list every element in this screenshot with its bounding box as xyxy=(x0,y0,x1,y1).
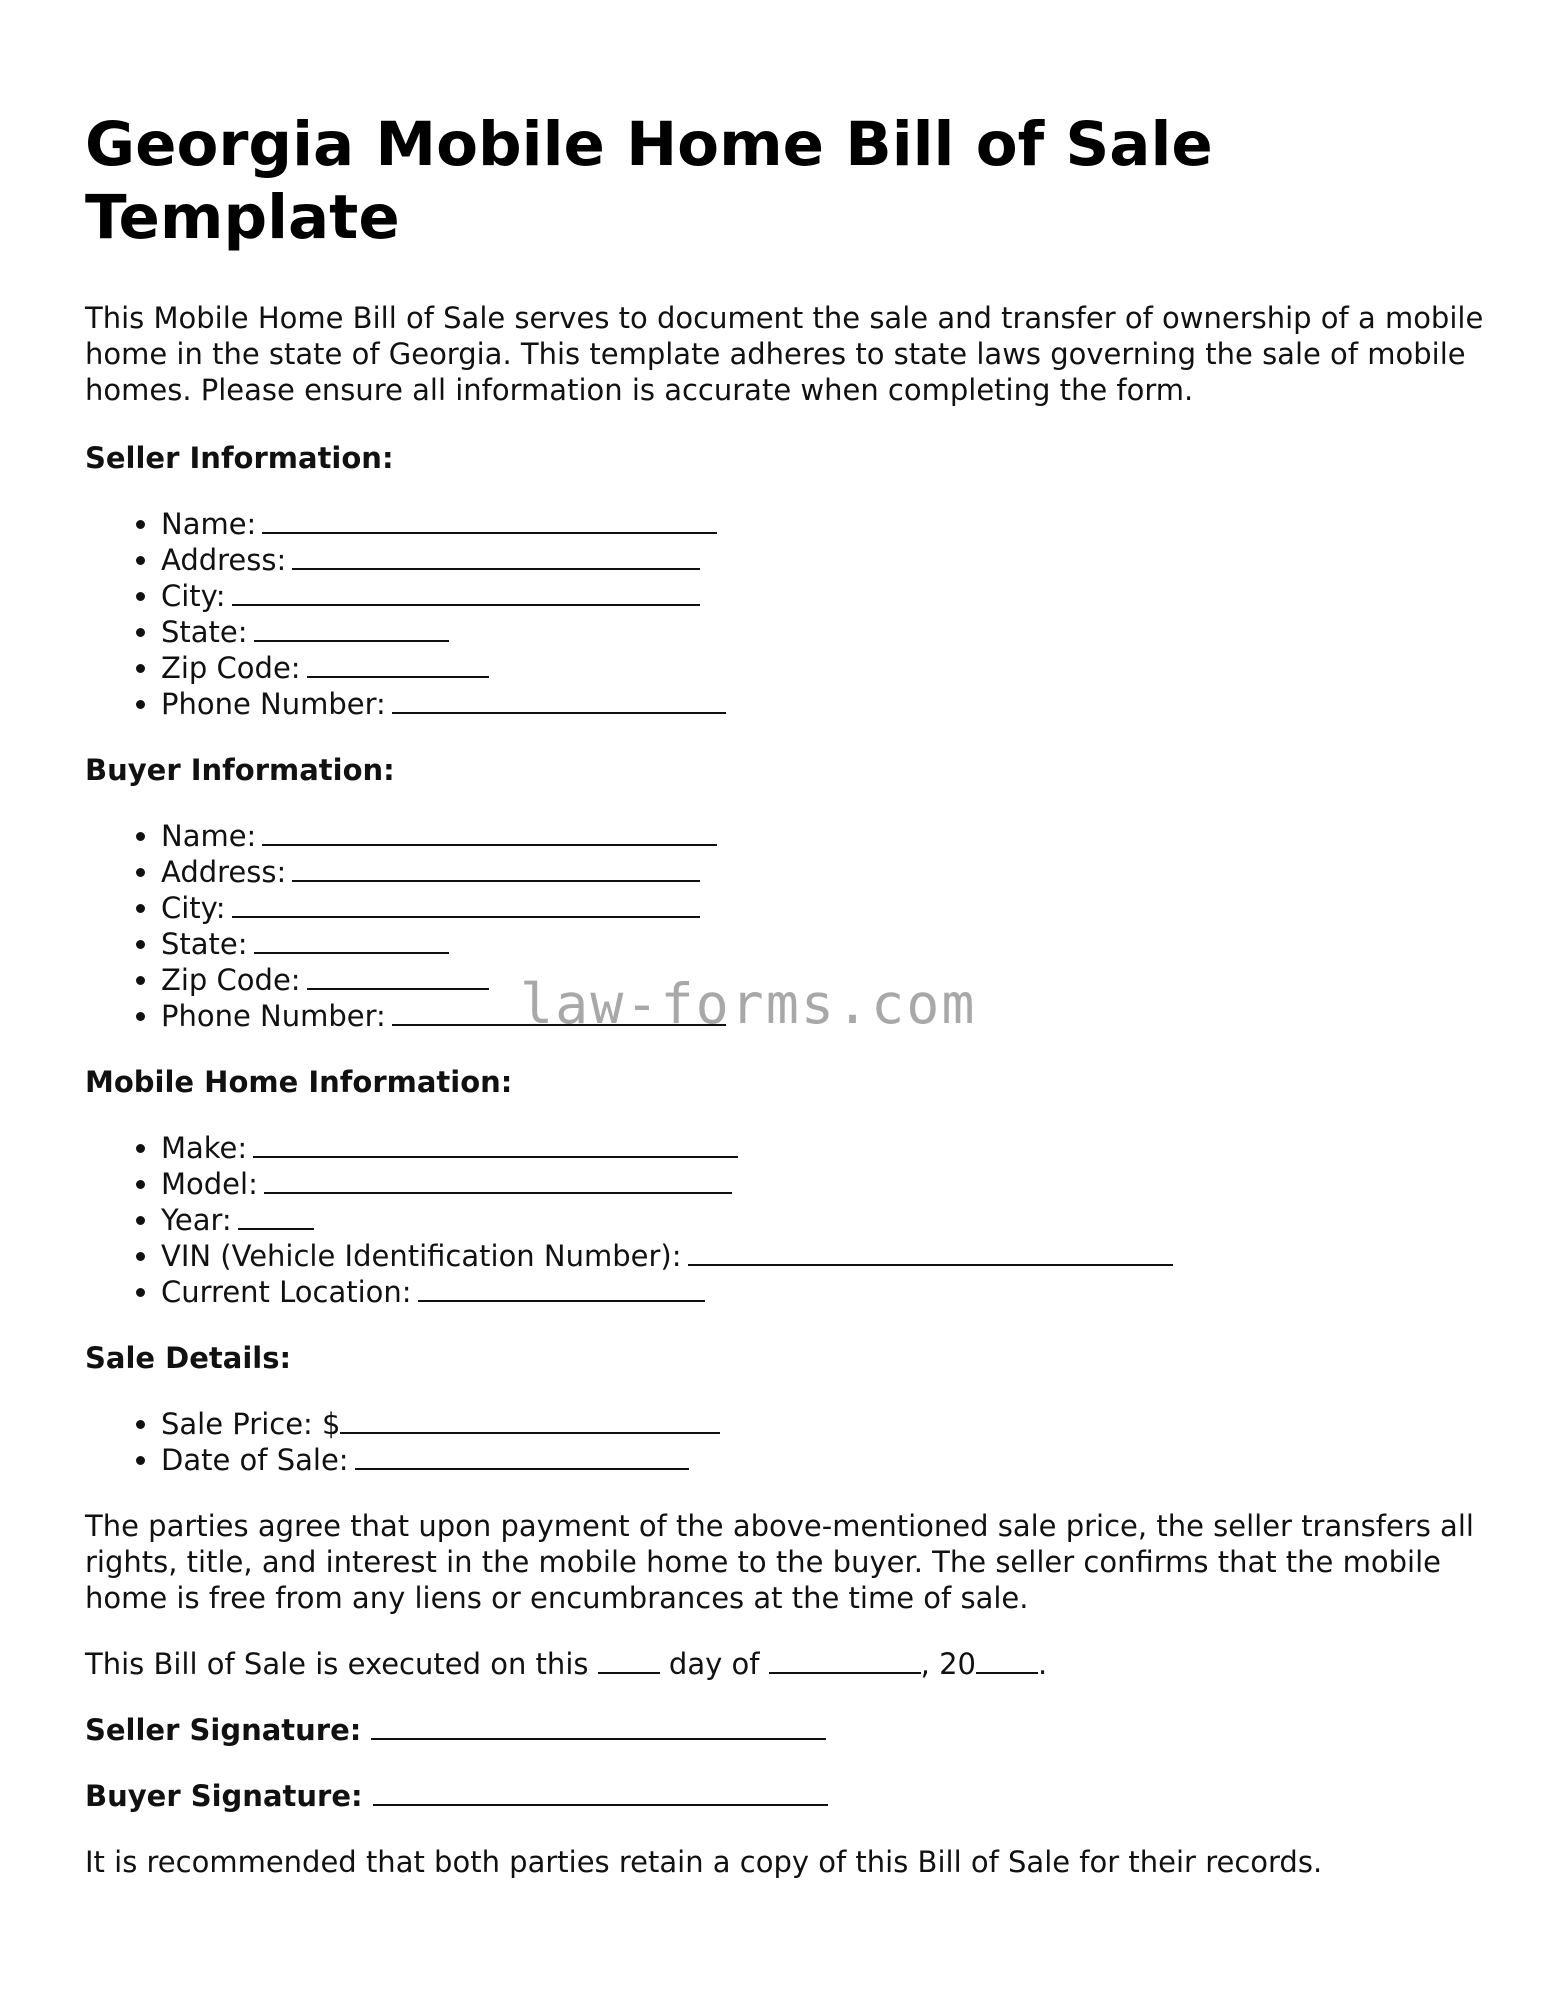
field-label: Date of Sale: xyxy=(161,1443,349,1477)
seller-address-blank[interactable] xyxy=(292,542,700,570)
intro-paragraph: This Mobile Home Bill of Sale serves to document the sale and transfer of ownership of a mobile home in the state of Georgia. This template adheres to state laws governing the sale of mobile homes. Please ensure all information is accurate when completing the form. xyxy=(85,301,1484,407)
field-label: State: xyxy=(161,927,248,961)
current-location-item xyxy=(161,1274,1485,1310)
field-label: City: xyxy=(161,579,226,613)
field-label: State: xyxy=(161,615,248,649)
document-title: Georgia Mobile Home Bill of Sale Template xyxy=(85,109,1213,253)
field-label: City: xyxy=(161,891,226,925)
executed-day-blank[interactable] xyxy=(598,1646,660,1674)
mobile-home-section-heading: Mobile Home Information: xyxy=(85,1065,513,1099)
buyer-signature-line xyxy=(85,1778,1485,1814)
seller-signature-line xyxy=(85,1712,1485,1748)
field-label: Name: xyxy=(161,507,257,541)
field-label: Make: xyxy=(161,1131,248,1165)
footer-note: It is recommended that both parties retain a copy of this Bill of Sale for their records. xyxy=(85,1845,1323,1879)
executed-text-4: . xyxy=(1038,1647,1048,1681)
buyer-name-blank[interactable] xyxy=(262,818,717,846)
closing-paragraph: The parties agree that upon payment of the above-mentioned sale price, the seller transfers all rights, title, and interest in the mobile home to the buyer. The seller confirms that the mobile home is free from any liens or encumbrances at the time of sale. xyxy=(85,1509,1474,1615)
field-label: Zip Code: xyxy=(161,651,301,685)
watermark: law-forms.com xyxy=(520,972,977,1036)
field-label: Phone Number: xyxy=(161,687,386,721)
field-label: Phone Number: xyxy=(161,999,386,1033)
buyer-city-item xyxy=(161,890,1485,926)
field-label: Address: xyxy=(161,855,287,889)
sale-price-blank[interactable] xyxy=(340,1406,720,1434)
buyer-signature-label: Buyer Signature: xyxy=(85,1779,363,1813)
seller-name-blank[interactable] xyxy=(262,506,717,534)
date-of-sale-item xyxy=(161,1442,1485,1478)
make-item xyxy=(161,1130,1485,1166)
buyer-name-item xyxy=(161,818,1485,854)
executed-month-blank[interactable] xyxy=(769,1646,921,1674)
seller-name-item xyxy=(161,506,1485,542)
buyer-state-item xyxy=(161,926,1485,962)
seller-zip-blank[interactable] xyxy=(307,650,489,678)
field-label: Name: xyxy=(161,819,257,853)
executed-year-blank[interactable] xyxy=(976,1646,1038,1674)
buyer-address-item xyxy=(161,854,1485,890)
buyer-city-blank[interactable] xyxy=(232,890,700,918)
seller-city-item xyxy=(161,578,1485,614)
field-label: Zip Code: xyxy=(161,963,301,997)
field-label: Address: xyxy=(161,543,287,577)
buyer-signature-blank[interactable] xyxy=(373,1778,828,1806)
year-item xyxy=(161,1202,1485,1238)
seller-zip-item xyxy=(161,650,1485,686)
mobile-home-field-list xyxy=(85,1130,1485,1310)
executed-line xyxy=(85,1646,1485,1682)
sale-price-item xyxy=(161,1406,1485,1442)
year-blank[interactable] xyxy=(238,1202,314,1230)
seller-field-list xyxy=(85,506,1485,722)
executed-text-1: This Bill of Sale is executed on this xyxy=(85,1647,589,1681)
seller-phone-blank[interactable] xyxy=(392,686,726,714)
buyer-address-blank[interactable] xyxy=(292,854,700,882)
seller-state-blank[interactable] xyxy=(254,614,449,642)
buyer-zip-blank[interactable] xyxy=(307,962,489,990)
field-label: Year: xyxy=(161,1203,232,1237)
seller-address-item xyxy=(161,542,1485,578)
seller-signature-blank[interactable] xyxy=(371,1712,826,1740)
sale-field-list xyxy=(85,1406,1485,1478)
vin-item xyxy=(161,1238,1485,1274)
date-of-sale-blank[interactable] xyxy=(355,1442,689,1470)
field-label: Current Location: xyxy=(161,1275,412,1309)
seller-phone-item xyxy=(161,686,1485,722)
buyer-section-heading: Buyer Information: xyxy=(85,753,395,787)
field-label: VIN (Vehicle Identification Number): xyxy=(161,1239,682,1273)
model-blank[interactable] xyxy=(264,1166,732,1194)
seller-state-item xyxy=(161,614,1485,650)
executed-text-3: , 20 xyxy=(920,1647,976,1681)
seller-section-heading: Seller Information: xyxy=(85,441,394,475)
seller-city-blank[interactable] xyxy=(232,578,700,606)
current-location-blank[interactable] xyxy=(418,1274,705,1302)
vin-blank[interactable] xyxy=(688,1238,1173,1266)
sale-section-heading: Sale Details: xyxy=(85,1341,292,1375)
field-label: Model: xyxy=(161,1167,258,1201)
field-label: Sale Price: $ xyxy=(161,1407,341,1441)
executed-text-2: day of xyxy=(668,1647,760,1681)
make-blank[interactable] xyxy=(253,1130,738,1158)
buyer-state-blank[interactable] xyxy=(254,926,449,954)
model-item xyxy=(161,1166,1485,1202)
seller-signature-label: Seller Signature: xyxy=(85,1713,362,1747)
